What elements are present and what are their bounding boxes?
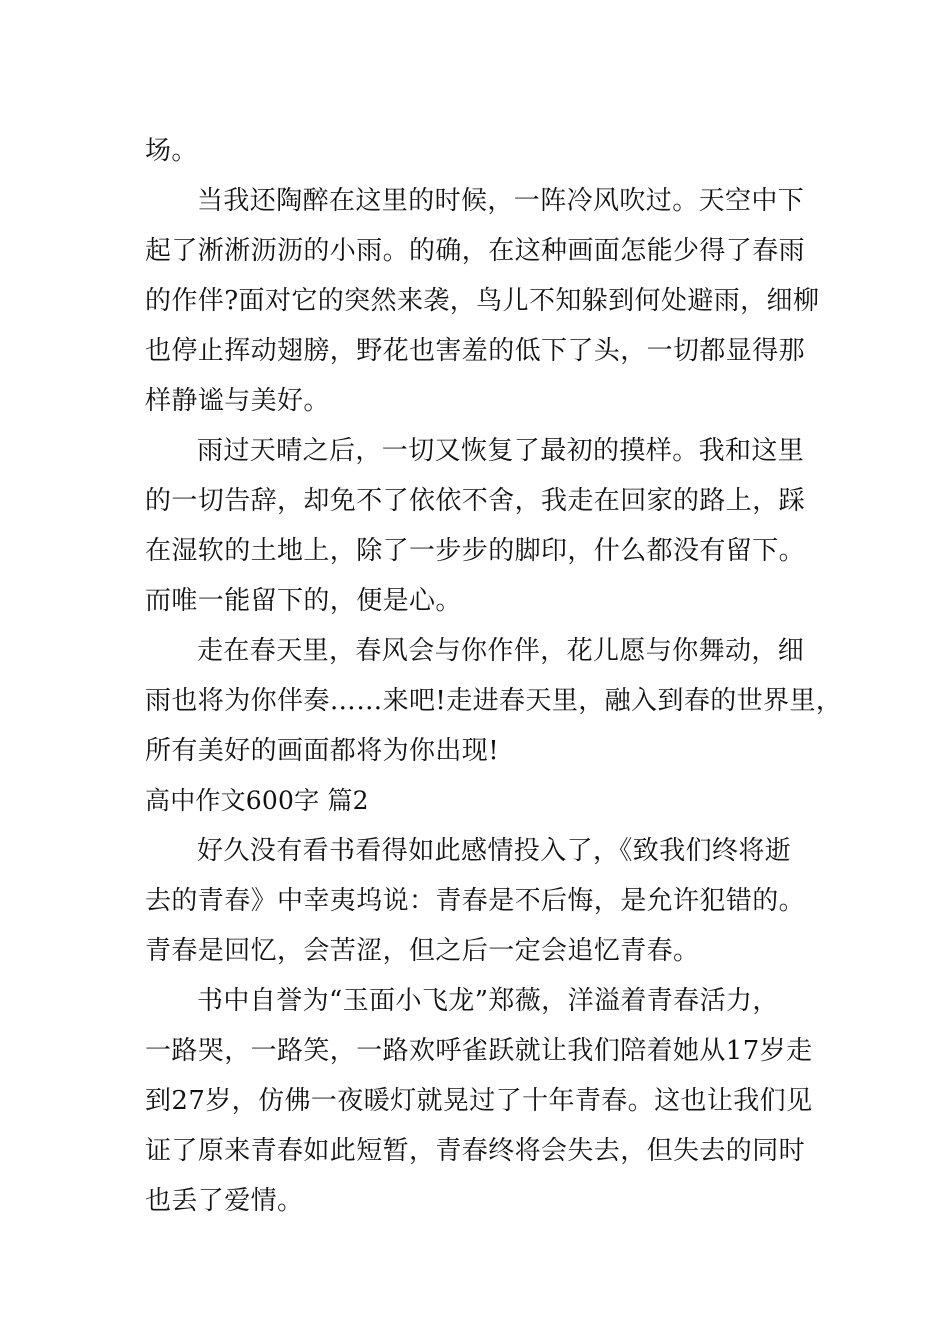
paragraph-line: 而唯一能留下的，便是心。	[145, 586, 462, 616]
paragraph-line: 书中自誉为“玉面小飞龙”郑薇，洋溢着青春活力，	[197, 986, 779, 1016]
paragraph-line: 到27岁，仿佛一夜暖灯就晃过了十年青春。这也让我们见	[145, 1086, 813, 1116]
paragraph-line: 的一切告辞，却免不了依依不舍，我走在回家的路上，踩	[145, 486, 806, 516]
paragraph-line: 走在春天里，春风会与你作伴，花儿愿与你舞动，细	[197, 636, 805, 666]
paragraph-line: 证了原来青春如此短暂，青春终将会失去，但失去的同时	[145, 1136, 806, 1166]
paragraph-line: 好久没有看书看得如此感情投入了，《致我们终将逝	[197, 836, 792, 866]
paragraph-line: 的作伴?面对它的突然来袭，鸟儿不知躲到何处避雨，细柳	[145, 286, 820, 316]
paragraph-line: 在湿软的土地上，除了一步步的脚印，什么都没有留下。	[145, 536, 806, 566]
paragraph-line: 去的青春》中幸夷坞说：青春是不后悔，是允许犯错的。	[145, 886, 806, 916]
paragraph-line: 当我还陶醉在这里的时候，一阵冷风吹过。天空中下	[197, 186, 805, 216]
paragraph-line: 一路哭，一路笑，一路欢呼雀跃就让我们陪着她从17岁走	[145, 1036, 813, 1066]
paragraph-line: 起了淅淅沥沥的小雨。的确，在这种画面怎能少得了春雨	[145, 236, 806, 266]
section-heading: 高中作文600字 篇2	[145, 786, 369, 815]
paragraph-line: 雨过天晴之后，一切又恢复了最初的摸样。我和这里	[197, 436, 805, 466]
paragraph-line: 所有美好的画面都将为你出现!	[145, 736, 500, 766]
paragraph-line: 也停止挥动翅膀，野花也害羞的低下了头，一切都显得那	[145, 336, 806, 366]
paragraph-line: 青春是回忆，会苦涩，但之后一定会追忆青春。	[145, 936, 700, 966]
paragraph-line: 雨也将为你伴奏……来吧!走进春天里，融入到春的世界里，	[145, 686, 843, 716]
paragraph-line: 场。	[145, 136, 198, 166]
paragraph-line: 样静谧与美好。	[145, 386, 330, 416]
paragraph-line: 也丢了爱情。	[145, 1186, 304, 1216]
